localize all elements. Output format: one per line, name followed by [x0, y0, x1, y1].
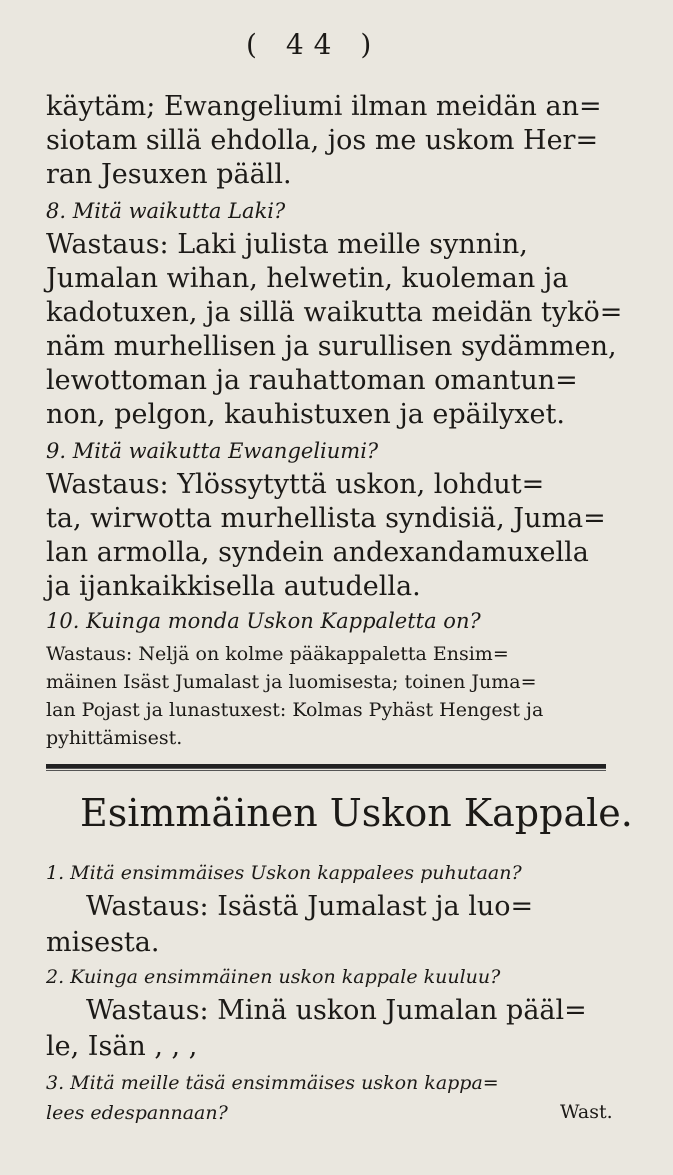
- divider-rule-thin: [46, 770, 606, 771]
- small-text-line: Wastaus: Neljä on kolme pääkappaletta Ensim=: [46, 643, 509, 665]
- text-line: misesta.: [46, 927, 160, 958]
- question-line: 10. Kuinga monda Uskon Kappaletta on?: [46, 609, 481, 633]
- small-text-line: lan Pojast ja lunastuxest: Kolmas Pyhäst Hengest ja: [46, 699, 544, 721]
- section-heading: Esimmäinen Uskon Kappale.: [80, 791, 633, 835]
- text-line: Wastaus: Minä uskon Jumalan pääl=: [86, 995, 587, 1026]
- question-line: lees edespannaan?: [46, 1102, 228, 1124]
- text-line: käytäm; Ewangeliumi ilman meidän an=: [46, 91, 602, 122]
- text-line: ran Jesuxen pääll.: [46, 159, 292, 190]
- text-line: le, Isän , , ,: [46, 1031, 198, 1062]
- text-line: Wastaus: Laki julista meille synnin,: [46, 229, 528, 260]
- question-line: 9. Mitä waikutta Ewangeliumi?: [46, 439, 379, 463]
- question-line: 3. Mitä meille täsä ensimmäises uskon kappa=: [46, 1072, 499, 1094]
- text-line: näm murhellisen ja surullisen sydämmen,: [46, 331, 617, 362]
- text-line: ja ijankaikkisella autudella.: [46, 571, 421, 602]
- text-line: Jumalan wihan, helwetin, kuoleman ja: [46, 263, 569, 294]
- question-line: 1. Mitä ensimmäises Uskon kappalees puhutaan?: [46, 862, 522, 884]
- small-text-line: pyhittämisest.: [46, 727, 183, 749]
- catchword: Wast.: [560, 1101, 613, 1123]
- text-line: non, pelgon, kauhistuxen ja epäilyxet.: [46, 399, 565, 430]
- divider-rule: [46, 764, 606, 769]
- text-line: lan armolla, syndein andexandamuxella: [46, 537, 589, 568]
- text-line: Wastaus: Isästä Jumalast ja luo=: [86, 891, 534, 922]
- text-line: ta, wirwotta murhellista syndisiä, Juma=: [46, 503, 606, 534]
- small-text-line: mäinen Isäst Jumalast ja luomisesta; toinen Juma=: [46, 671, 537, 693]
- question-line: 2. Kuinga ensimmäinen uskon kappale kuuluu?: [46, 966, 501, 988]
- text-line: siotam sillä ehdolla, jos me uskom Her=: [46, 125, 599, 156]
- question-line: 8. Mitä waikutta Laki?: [46, 199, 286, 223]
- text-line: kadotuxen, ja sillä waikutta meidän tykö=: [46, 297, 623, 328]
- text-line: Wastaus: Ylössytyttä uskon, lohdut=: [46, 469, 545, 500]
- page-number: ( 44 ): [246, 28, 382, 61]
- text-line: lewottoman ja rauhattoman omantun=: [46, 365, 578, 396]
